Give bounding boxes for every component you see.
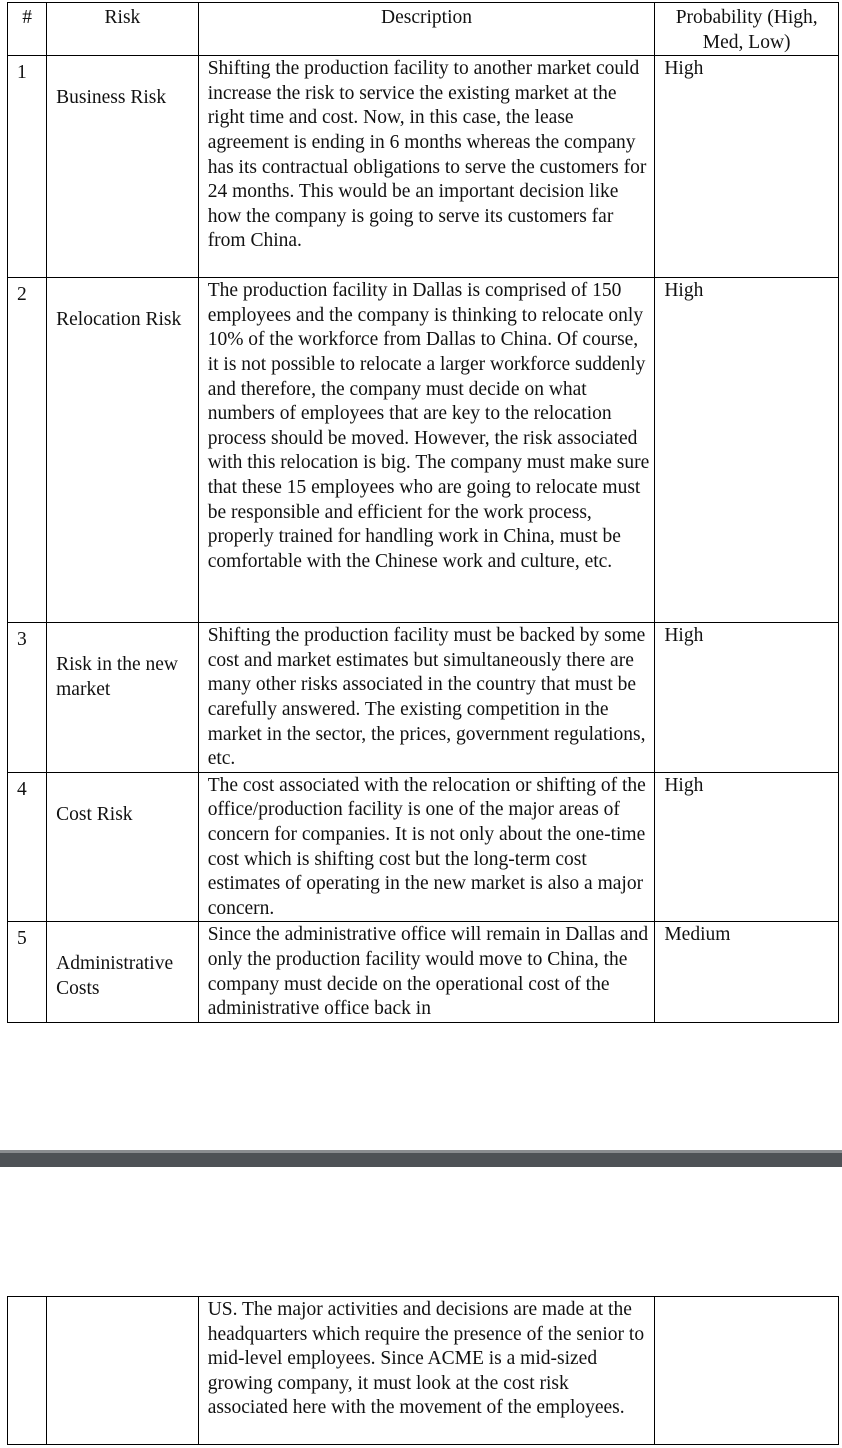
header-num: # xyxy=(8,3,47,56)
table-header-row xyxy=(8,3,839,56)
row-num xyxy=(8,1297,47,1445)
row-probability: Medium xyxy=(655,922,839,1022)
row-probability: High xyxy=(655,278,839,623)
row-probability: High xyxy=(655,56,839,278)
header-risk: Risk xyxy=(47,3,199,56)
table-row xyxy=(8,56,839,278)
table-row xyxy=(8,623,839,773)
row-description: The cost associated with the relocation or shifting of the office/production facility is one of the major areas of concern for companies. It is not only about the one-time cost which is shifting cost but the long-term cost estimates of operating in the new market is also a major concern. xyxy=(198,772,655,922)
row-probability xyxy=(655,1297,839,1445)
table-row xyxy=(8,772,839,922)
row-num: 4 xyxy=(8,772,47,922)
row-risk: Cost Risk xyxy=(47,772,199,922)
row-num: 5 xyxy=(8,922,47,1022)
table-row xyxy=(8,1297,839,1445)
row-num: 2 xyxy=(8,278,47,623)
row-description: Shifting the production facility must be backed by some cost and market estimates but simultaneously there are many other risks associated in the country that must be carefully answered. The existing competition in the market in the sector, the prices, government regulations, etc. xyxy=(198,623,655,773)
header-probability: Probability (High, Med, Low) xyxy=(655,3,839,56)
header-description: Description xyxy=(198,3,655,56)
row-num: 3 xyxy=(8,623,47,773)
row-probability: High xyxy=(655,623,839,773)
risk-table xyxy=(7,2,839,1023)
row-description: Shifting the production facility to another market could increase the risk to service the existing market at the right time and cost. Now, in this case, the lease agreement is ending in 6 months whereas the company has its contractual obligations to serve the customers for 24 months. This would be an important decision like how the company is going to serve its customers far from China. xyxy=(198,56,655,278)
row-risk: Business Risk xyxy=(47,56,199,278)
row-num: 1 xyxy=(8,56,47,278)
row-probability: High xyxy=(655,772,839,922)
risk-table-continuation xyxy=(7,1296,839,1445)
row-risk: Administrative Costs xyxy=(47,922,199,1022)
row-description: US. The major activities and decisions are made at the headquarters which require the presence of the senior to mid-level employees. Since ACME is a mid-sized growing company, it must look at the cost risk associated here with the movement of the employees. xyxy=(198,1297,655,1445)
row-description: The production facility in Dallas is comprised of 150 employees and the company is thinking to relocate only 10% of the workforce from Dallas to China. Of course, it is not possible to relocate a larger workforce suddenly and therefore, the company must decide on what numbers of employees that are key to the relocation process should be moved. However, the risk associated with this relocation is big. The company must make sure that these 15 employees who are going to relocate must be responsible and efficient for the work process, properly trained for handling work in China, must be comfortable with the Chinese work and culture, etc. xyxy=(198,278,655,623)
row-risk: Risk in the new market xyxy=(47,623,199,773)
row-risk: Relocation Risk xyxy=(47,278,199,623)
table-row xyxy=(8,278,839,623)
row-risk xyxy=(47,1297,199,1445)
row-description: Since the administrative office will remain in Dallas and only the production facility would move to China, the company must decide on the operational cost of the administrative office back in xyxy=(198,922,655,1022)
table-row xyxy=(8,922,839,1022)
page-break-divider xyxy=(0,1150,842,1167)
